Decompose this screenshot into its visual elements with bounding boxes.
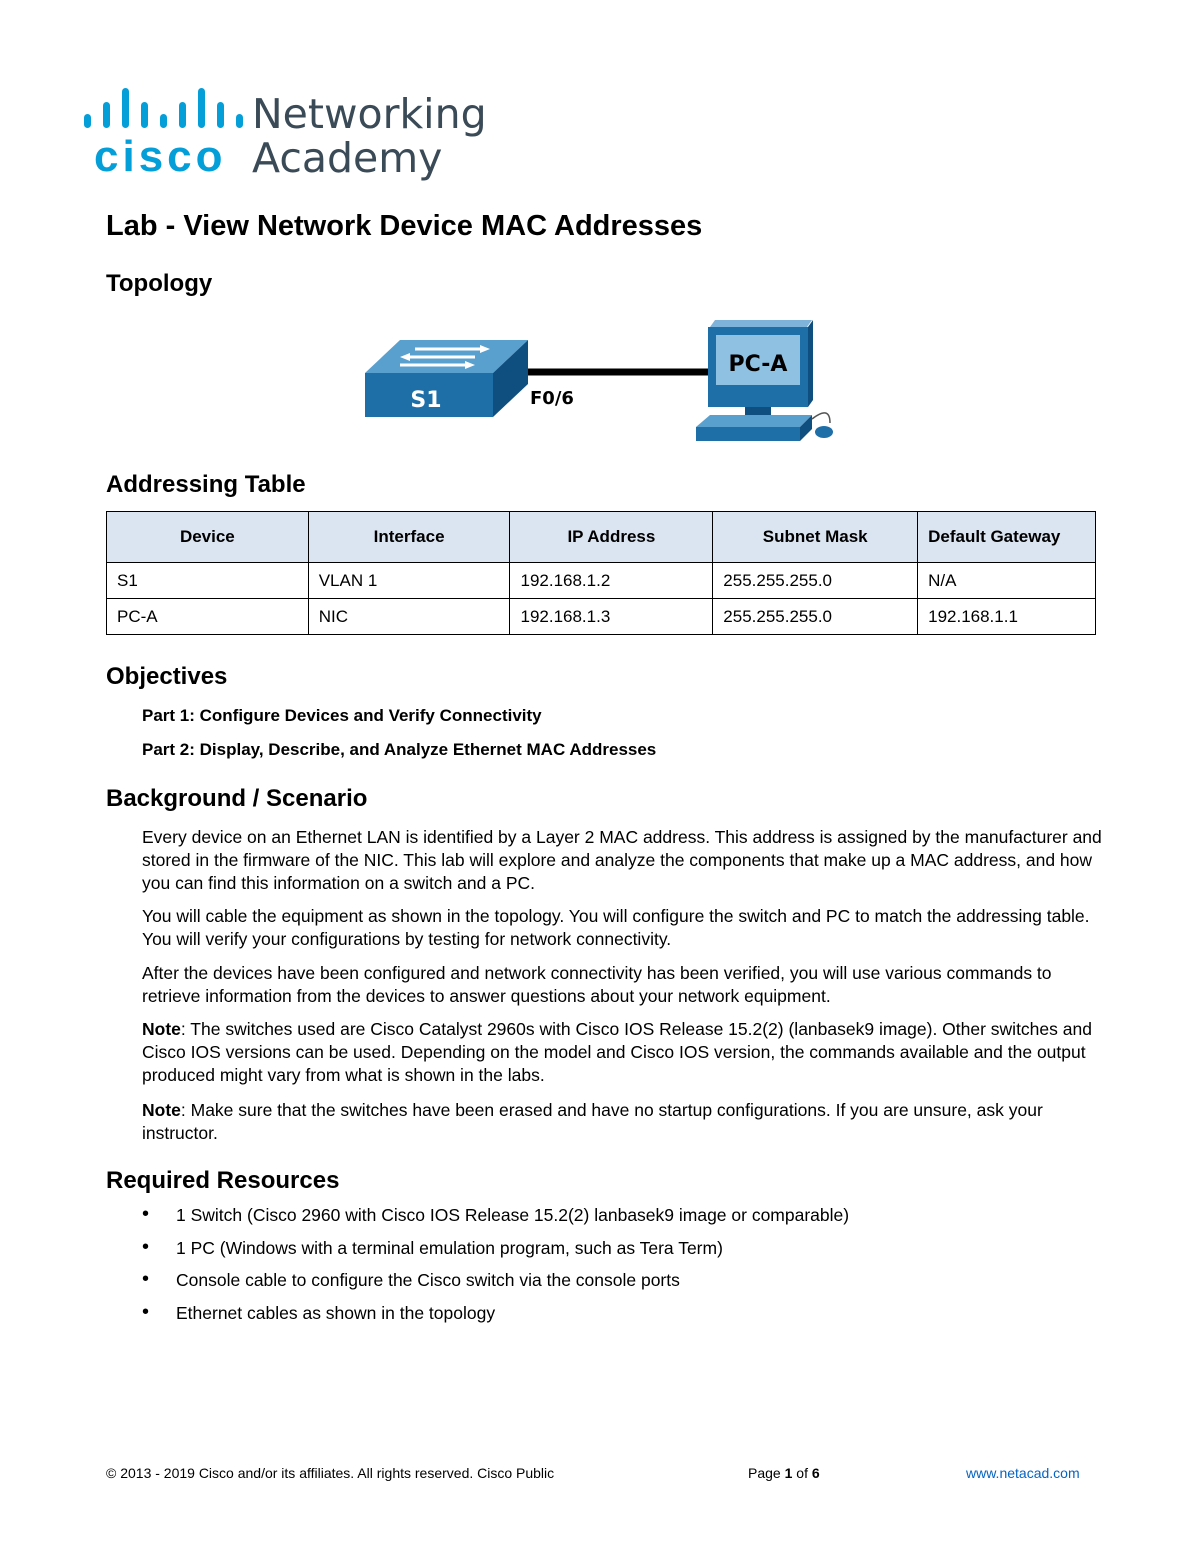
footer-link[interactable]: www.netacad.com xyxy=(966,1465,1080,1481)
switch-label: S1 xyxy=(410,388,442,413)
cell: 192.168.1.2 xyxy=(510,563,713,599)
logo-academy: Academy xyxy=(252,134,443,182)
note-label: Note xyxy=(142,1100,181,1120)
list-item: • Ethernet cables as shown in the topology xyxy=(142,1303,849,1336)
cell: VLAN 1 xyxy=(308,563,510,599)
footer-page-number: Page 1 of 6 xyxy=(748,1465,820,1481)
topology-diagram xyxy=(360,315,850,450)
pc-label: PC-A xyxy=(728,352,788,377)
cell: S1 xyxy=(107,563,309,599)
addressing-table xyxy=(106,511,1096,635)
objective-item: Part 1: Configure Devices and Verify Connectivity xyxy=(142,706,542,725)
note-label: Note xyxy=(142,1019,181,1039)
cisco-networking-academy-logo xyxy=(84,88,487,183)
note-text: : Make sure that the switches have been erased and have no startup configurations. If you are unsure, ask your instructor. xyxy=(142,1100,1043,1143)
col-subnet-mask: Subnet Mask xyxy=(713,512,918,563)
logo-networking: Networking xyxy=(252,90,487,138)
pc-icon xyxy=(696,320,833,441)
port-label: F0/6 xyxy=(530,388,574,409)
table-row xyxy=(107,563,1096,599)
topology-heading: Topology xyxy=(106,270,213,297)
col-device: Device xyxy=(107,512,309,563)
resources-heading: Required Resources xyxy=(106,1167,340,1194)
cell: NIC xyxy=(308,599,510,635)
table-header-row xyxy=(107,512,1096,563)
switch-icon xyxy=(365,340,528,417)
list-item: • 1 Switch (Cisco 2960 with Cisco IOS Release 15.2(2) lanbasek9 image or comparable) xyxy=(142,1205,849,1238)
cell: 255.255.255.0 xyxy=(713,599,918,635)
objectives-heading: Objectives xyxy=(106,663,228,690)
page-title: Lab - View Network Device MAC Addresses xyxy=(106,210,703,242)
col-default-gateway: Default Gateway xyxy=(918,512,1096,563)
footer-copyright: © 2013 - 2019 Cisco and/or its affiliates. All rights reserved. Cisco Public xyxy=(106,1465,555,1481)
col-interface: Interface xyxy=(308,512,510,563)
resources-list xyxy=(142,1205,849,1335)
note-paragraph xyxy=(142,1099,1102,1145)
cisco-bars-icon xyxy=(84,88,234,128)
cell: 255.255.255.0 xyxy=(713,563,918,599)
cell: PC-A xyxy=(107,599,309,635)
table-row xyxy=(107,599,1096,635)
background-heading: Background / Scenario xyxy=(106,785,368,812)
background-paragraph: After the devices have been configured and network connectivity has been verified, you will use various commands to retrieve information from the devices to answer questions about your network equipment. xyxy=(142,963,1052,1006)
note-paragraph xyxy=(142,1018,1102,1087)
addressing-heading: Addressing Table xyxy=(106,471,306,498)
list-item: • 1 PC (Windows with a terminal emulation program, such as Tera Term) xyxy=(142,1238,849,1271)
col-ip-address: IP Address xyxy=(510,512,713,563)
cell: 192.168.1.1 xyxy=(918,599,1096,635)
note-text: : The switches used are Cisco Catalyst 2960s with Cisco IOS Release 15.2(2) (lanbasek9 image). Other switches and Cisco IOS versions can be used. Depending on the model and Cisco IOS version, the commands available and the output produced might vary from what is shown in the labs. xyxy=(142,1019,1092,1085)
cell: N/A xyxy=(918,563,1096,599)
background-paragraph: You will cable the equipment as shown in the topology. You will configure the switch and PC to match the addressing table. You will verify your configurations by testing for network connectivity. xyxy=(142,906,1090,949)
background-paragraph: Every device on an Ethernet LAN is identified by a Layer 2 MAC address. This address is assigned by the manufacturer and stored in the firmware of the NIC. This lab will explore and analyze the components that make up a MAC address, and how you can find this information on a switch and a PC. xyxy=(142,827,1102,893)
cisco-wordmark: cisco xyxy=(94,132,227,181)
objective-item: Part 2: Display, Describe, and Analyze Ethernet MAC Addresses xyxy=(142,740,657,759)
list-item: • Console cable to configure the Cisco switch via the console ports xyxy=(142,1270,849,1303)
cell: 192.168.1.3 xyxy=(510,599,713,635)
